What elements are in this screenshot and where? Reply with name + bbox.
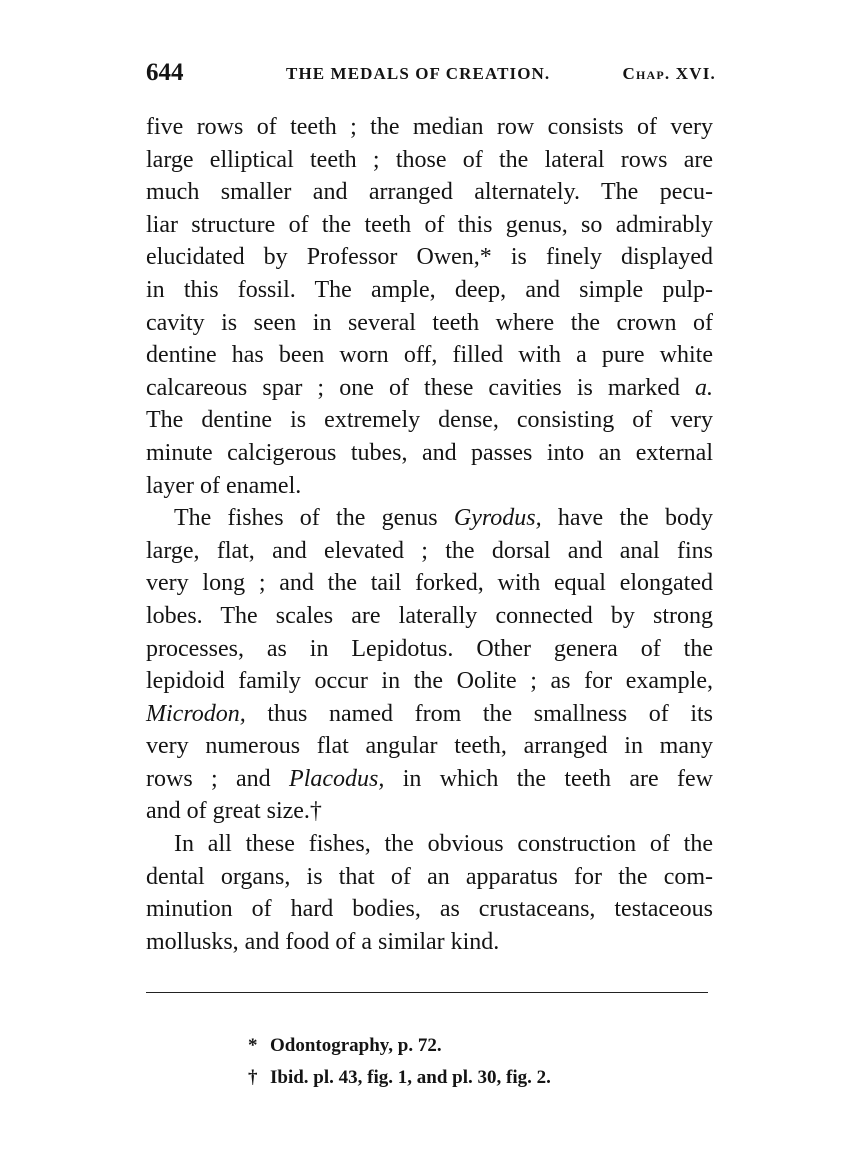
text-segment: liar structure of the teeth of this genus, so admirably [146,211,713,238]
text-line [146,861,713,894]
text-segment: have the body [541,505,714,532]
text-segment: The fishes of the genus [174,505,454,532]
running-head [146,56,716,90]
text-line [146,339,713,372]
text-line [146,111,713,144]
text-line [146,633,713,666]
page-number: 644 [146,59,184,86]
text-line [146,209,713,242]
footnote-divider [146,992,708,993]
text-line [146,665,713,698]
chapter-reference: Chap. XVI. [622,64,716,83]
italic-text: Microdon, [146,700,246,727]
text-segment: cavity is seen in several teeth where the crown of [146,309,713,336]
text-segment: layer of enamel. [146,472,302,499]
footnote-text: Ibid. pl. 43, fig. 1, and pl. 30, fig. 2. [270,1067,551,1088]
footnote-text: Odontography, p. 72. [270,1035,442,1056]
text-segment: lepidoid family occur in the Oolite ; as for example, [146,668,713,695]
text-segment: In all these fishes, the obvious construction of the [174,831,713,858]
text-segment: dental organs, is that of an apparatus for the com- [146,863,713,890]
text-line [146,763,713,796]
footnote [248,1062,708,1094]
text-segment: large elliptical teeth ; those of the lateral rows are [146,146,713,173]
text-segment: rows ; and [146,765,290,792]
text-segment: large, flat, and elevated ; the dorsal and anal fins [146,537,713,564]
text-line [146,372,713,405]
text-line [146,241,713,274]
text-segment: very numerous flat angular teeth, arranged in many [146,733,713,760]
text-line [146,437,713,470]
text-segment: The dentine is extremely dense, consisting of very [146,407,713,434]
text-segment: calcareous spar ; one of these cavities is marked [146,374,695,401]
text-line [146,795,713,828]
text-line [146,176,713,209]
text-line [146,404,713,437]
text-segment: much smaller and arranged alternately. The pecu- [146,179,713,206]
footnote-marker: † [248,1067,258,1088]
text-line [146,144,713,177]
text-line [146,274,713,307]
footnote [248,1030,708,1062]
text-segment: in which the teeth are few [384,765,713,792]
text-line [146,535,713,568]
text-segment: minution of hard bodies, as crustaceans, testaceous [146,896,713,923]
text-segment: very long ; and the tail forked, with equal elongated [146,570,713,597]
text-segment: in this fossil. The ample, deep, and simple pulp- [146,276,713,303]
italic-text: Placodus, [289,765,385,792]
text-segment: lobes. The scales are laterally connected by strong [146,602,713,629]
italic-text: a. [695,374,713,401]
text-line [146,567,713,600]
text-segment: and of great size.† [146,798,322,825]
text-segment: thus named from the smallness of its [245,700,713,727]
text-line [146,730,713,763]
text-line [146,470,713,503]
text-line [146,893,713,926]
text-segment: minute calcigerous tubes, and passes into an external [146,439,713,466]
text-line [146,698,713,731]
text-segment: processes, as in Lepidotus. Other genera of the [146,635,713,662]
text-line [146,307,713,340]
body-text [146,111,713,958]
footnotes [248,1030,708,1094]
paragraph-first-line [146,502,713,535]
text-segment: elucidated by Professor Owen,* is finely displayed [146,244,713,271]
text-line [146,600,713,633]
running-title: THE MEDALS OF CREATION. [286,64,551,83]
text-segment: dentine has been worn off, filled with a pure white [146,342,713,369]
text-segment: mollusks, and food of a similar kind. [146,928,500,955]
text-segment: five rows of teeth ; the median row consists of very [146,114,713,140]
paragraph-first-line [146,828,713,861]
italic-text: Gyrodus, [453,505,542,532]
footnote-marker: * [248,1035,258,1056]
text-line [146,926,713,959]
